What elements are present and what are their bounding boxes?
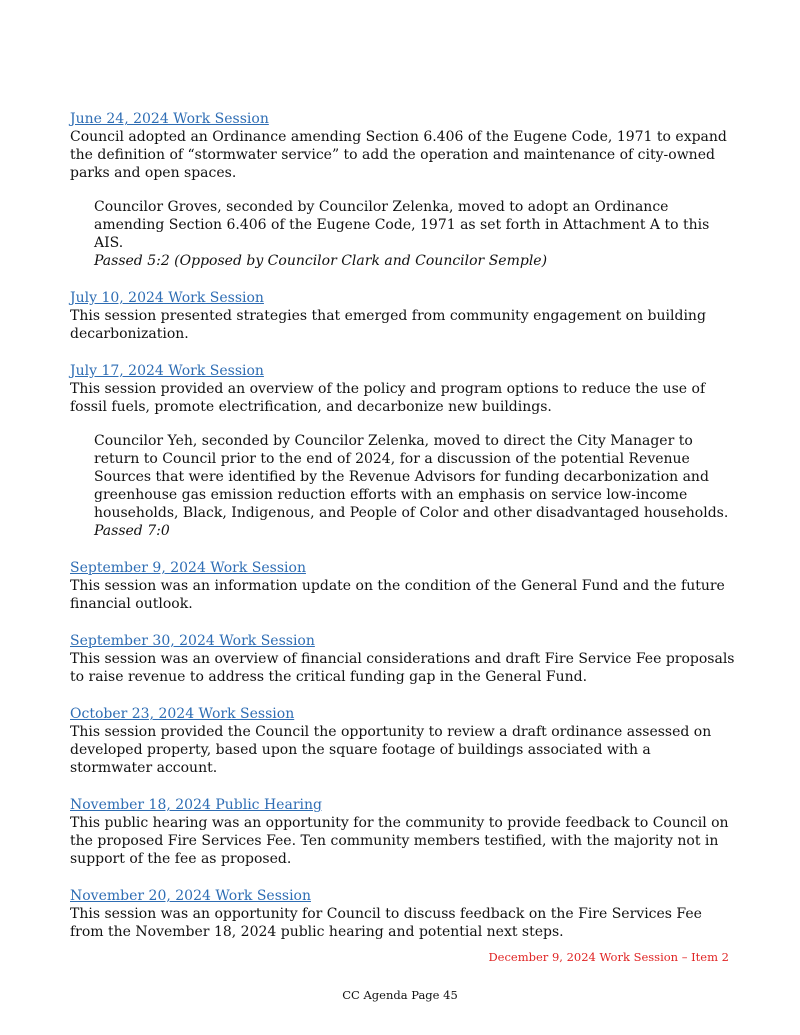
- vote-result: Passed 7:0: [94, 523, 170, 539]
- session-description: This session was an information update on the condition of the General Fund and the future financial outlook.: [70, 578, 725, 612]
- session-entry-sept-9: [70, 557, 735, 613]
- session-list: [70, 108, 735, 958]
- session-link-sept-9[interactable]: September 9, 2024 Work Session: [70, 560, 306, 576]
- motion-block: [94, 198, 735, 270]
- session-description: This session was an overview of financial considerations and draft Fire Service Fee proposals to raise revenue to address the critical funding gap in the General Fund.: [70, 651, 735, 685]
- session-link-nov-18[interactable]: November 18, 2024 Public Hearing: [70, 797, 322, 813]
- session-link-nov-20[interactable]: November 20, 2024 Work Session: [70, 888, 311, 904]
- motion-block: [94, 432, 735, 540]
- session-entry-nov-18: [70, 794, 735, 868]
- agenda-item-label: December 9, 2024 Work Session – Item 2: [488, 950, 729, 964]
- session-description: This session provided the Council the opportunity to review a draft ordinance assessed on developed property, based upon the square footage of buildings associated with a stormwater account.: [70, 724, 712, 776]
- session-link-oct-23[interactable]: October 23, 2024 Work Session: [70, 706, 295, 722]
- session-description: Council adopted an Ordinance amending Section 6.406 of the Eugene Code, 1971 to expand the definition of “stormwater service” to add the operation and maintenance of city-owned parks and open spaces.: [70, 129, 727, 181]
- session-description: This session provided an overview of the policy and program options to reduce the use of fossil fuels, promote electrification, and decarbonize new buildings.: [70, 381, 706, 415]
- page-number: CC Agenda Page 45: [342, 988, 458, 1002]
- session-entry-july-17: [70, 360, 735, 540]
- session-entry-oct-23: [70, 703, 735, 777]
- session-link-sept-30[interactable]: September 30, 2024 Work Session: [70, 633, 315, 649]
- session-link-july-17[interactable]: July 17, 2024 Work Session: [70, 363, 264, 379]
- session-description: This session was an opportunity for Council to discuss feedback on the Fire Services Fee from the November 18, 2024 public hearing and potential next steps.: [70, 906, 702, 940]
- session-link-july-10[interactable]: July 10, 2024 Work Session: [70, 290, 264, 306]
- session-entry-june-24: [70, 108, 735, 270]
- session-description: This session presented strategies that emerged from community engagement on building decarbonization.: [70, 308, 706, 342]
- motion-text: Councilor Yeh, seconded by Councilor Zelenka, moved to direct the City Manager to return to Council prior to the end of 2024, for a discussion of the potential Revenue Sources that were identified by the Revenue Advisors for funding decarbonization and greenhouse gas emission reduction efforts with an emphasis on service low-income households, Black, Indigenous, and People of Color and other disadvantaged households.: [94, 433, 729, 521]
- session-entry-nov-20: [70, 885, 735, 941]
- vote-result: Passed 5:2 (Opposed by Councilor Clark and Councilor Semple): [94, 253, 548, 269]
- session-entry-july-10: [70, 287, 735, 343]
- session-link-june-24[interactable]: June 24, 2024 Work Session: [70, 111, 269, 127]
- session-entry-sept-30: [70, 630, 735, 686]
- session-description: This public hearing was an opportunity for the community to provide feedback to Council on the proposed Fire Services Fee. Ten community members testified, with the majority not in support of the fee as proposed.: [70, 815, 729, 867]
- motion-text: Councilor Groves, seconded by Councilor Zelenka, moved to adopt an Ordinance amending Section 6.406 of the Eugene Code, 1971 as set forth in Attachment A to this AIS.: [94, 199, 710, 251]
